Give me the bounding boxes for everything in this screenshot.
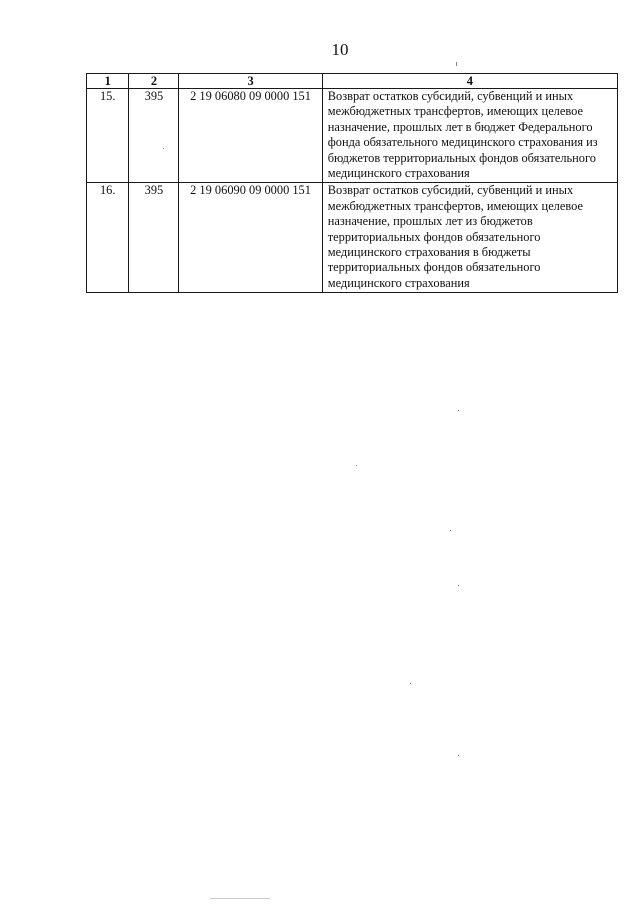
row-number: 15. (87, 89, 129, 183)
scan-speck (210, 898, 270, 899)
header-col-4: 4 (322, 74, 617, 89)
kbk-code: 2 19 06080 09 0000 151 (179, 89, 322, 183)
admin-code: 395 (129, 89, 179, 183)
table-header-row (87, 74, 618, 89)
scan-speck (410, 683, 411, 684)
table-row (87, 89, 618, 183)
row-number: 16. (87, 183, 129, 293)
page-number: 10 (331, 40, 349, 59)
scan-speck (450, 530, 451, 531)
scan-speck (163, 148, 164, 149)
scan-speck (458, 410, 459, 411)
header-col-1: 1 (87, 74, 129, 89)
scan-speck (458, 755, 459, 756)
header-col-3: 3 (179, 74, 322, 89)
scan-speck (456, 62, 457, 66)
income-description: Возврат остатков субсидий, субвенций и иных межбюджетных трансфертов, имеющих целевое назначение, прошлых лет в бюджет Федерального фонда обязательного медицинского страхования из бюджетов территориальных фондов обязательного медицинского страхования (322, 89, 617, 183)
kbk-code: 2 19 06090 09 0000 151 (179, 183, 322, 293)
budget-codes-table (86, 73, 618, 293)
table-row (87, 183, 618, 293)
admin-code: 395 (129, 183, 179, 293)
header-col-2: 2 (129, 74, 179, 89)
income-description: Возврат остатков субсидий, субвенций и иных межбюджетных трансфертов, имеющих целевое назначение, прошлых лет из бюджетов территориальных фондов обязательного медицинского страхования в бюджеты территориальных фондов обязательного медицинского страхования (322, 183, 617, 293)
scan-speck (458, 585, 459, 586)
scan-speck (356, 465, 357, 466)
